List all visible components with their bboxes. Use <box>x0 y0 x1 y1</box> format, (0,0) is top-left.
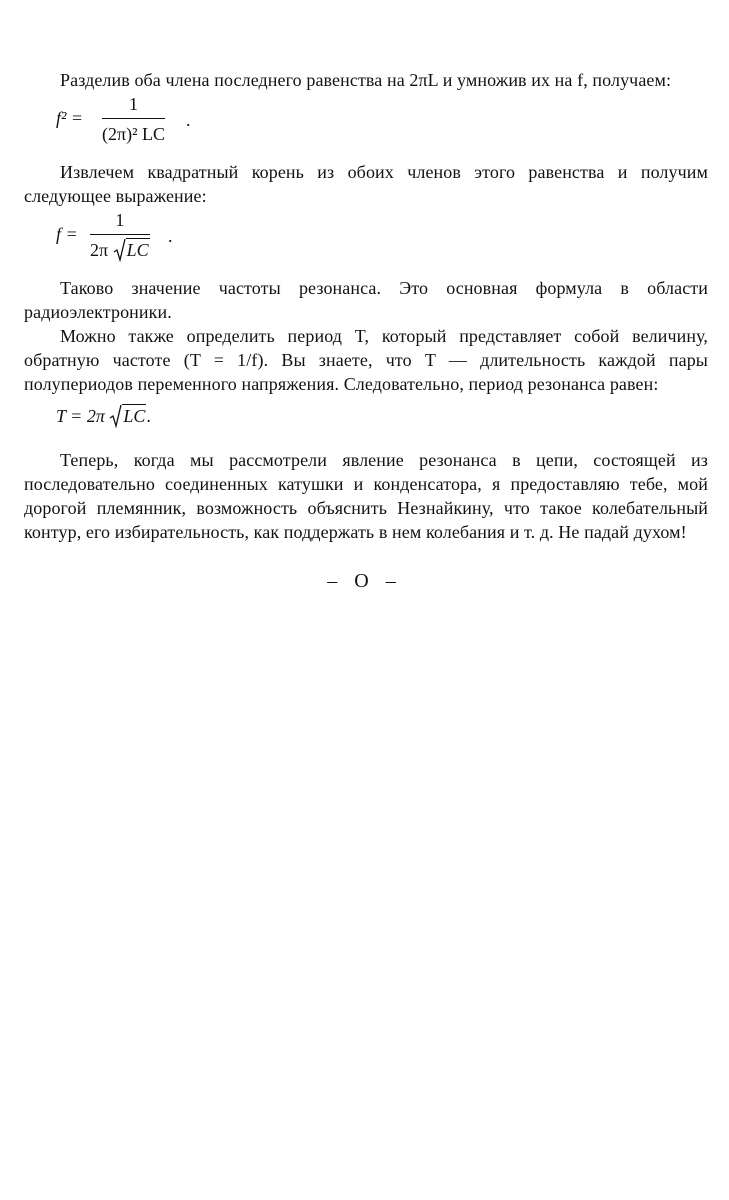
formula-f-denominator <box>90 238 150 262</box>
sqrt-icon <box>109 404 122 428</box>
sqrt-group <box>113 238 150 262</box>
formula-f-squared-numerator: 1 <box>128 94 138 114</box>
sqrt-icon <box>113 238 126 262</box>
fraction-bar <box>102 118 165 119</box>
formula-f-radicand: LC <box>126 240 149 260</box>
paragraph-divide: Разделив оба члена последнего равенства на 2πL и умножив их на f, получаем: <box>60 70 672 90</box>
page-content <box>24 68 708 544</box>
formula-f-squared-fraction <box>102 92 165 146</box>
formula-period-lhs: T = 2π <box>56 406 105 426</box>
paragraph-sqrt: Извлечем квадратный корень из обоих членов этого равенства и получим следующее выражение: <box>24 162 708 206</box>
paragraph-period: Можно также определить период T, который представляет собой величину, обратную частоте (T = 1/f). Вы знаете, что T — длительность каждой пары полупериодов переменного напряжения. Следовательно, период резонанса равен: <box>24 326 708 394</box>
paragraph-resonance-frequency: Таково значение частоты резонанса. Это основная формула в области радиоэлектроники. <box>24 278 708 322</box>
formula-f-squared-lhs: f² = <box>56 108 84 128</box>
formula-f-den-prefix: 2π <box>90 240 109 260</box>
formula-f-squared-denominator: (2π)² LC <box>102 124 165 144</box>
section-separator: – О – <box>327 570 402 592</box>
paragraph-conclusion: Теперь, когда мы рассмотрели явление резонанса в цепи, состоящей из последовательно соединенных катушки и конденсатора, я предоставляю тебе, мой дорогой племянник, возможность объяснить Незнайкину, что такое колебательный контур, его избирательность, как поддержать в нем колебания и т. д. Не падай духом! <box>24 450 708 542</box>
formula-period-period: . <box>146 406 151 426</box>
formula-f-squared-period: . <box>186 110 191 130</box>
formula-f-squared <box>56 92 708 148</box>
fraction-bar <box>90 234 150 235</box>
formula-f <box>56 208 708 264</box>
formula-period-radicand: LC <box>123 406 146 426</box>
formula-period-content <box>56 404 151 427</box>
formula-f-lhs: f = <box>56 224 78 244</box>
formula-f-numerator: 1 <box>115 210 125 230</box>
formula-f-period: . <box>168 226 173 246</box>
formula-period <box>56 396 708 436</box>
formula-f-fraction <box>90 208 150 262</box>
sqrt-group <box>109 404 146 427</box>
